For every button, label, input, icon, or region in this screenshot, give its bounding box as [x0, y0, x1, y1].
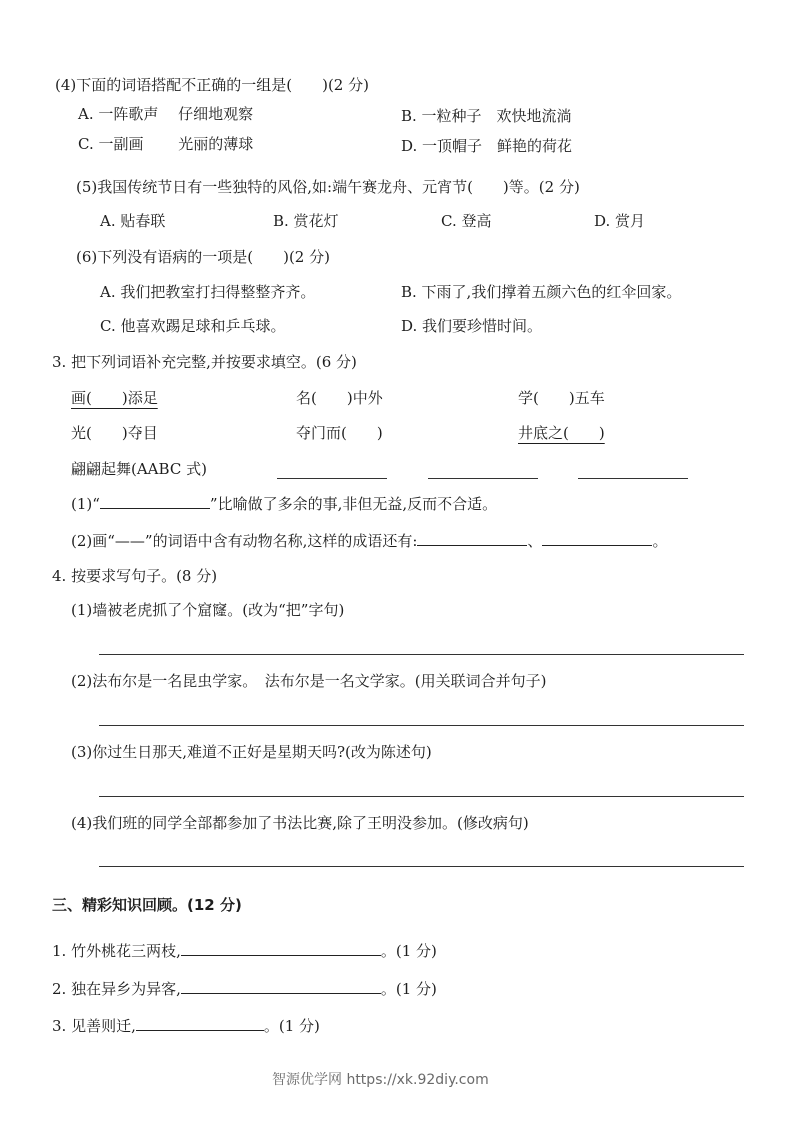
question-4-section-stem: 4. 按要求写句子。(8 分): [52, 567, 218, 585]
aabc-prompt: 翩翩起舞(AABC 式): [71, 460, 207, 478]
idiom-underlined-6: 井底之( ): [518, 424, 605, 442]
poem-line-1-prefix: 1. 竹外桃花三两枝,: [52, 942, 181, 960]
answer-blank-q3-1[interactable]: [100, 507, 210, 509]
q5-option-b: B. 赏花灯: [273, 212, 339, 230]
answer-blank-q3-2a[interactable]: [417, 544, 527, 546]
q3-sub-2-prefix: (2)画“——”的词语中含有动物名称,这样的成语还有:: [71, 532, 418, 550]
q4-sentence-1: (1)墙被老虎抓了个窟窿。(改为“把”字句): [71, 601, 345, 619]
q6-option-d: D. 我们要珍惜时间。: [401, 317, 543, 335]
answer-line-q4-1[interactable]: [99, 654, 744, 655]
q3-sub-2-separator: 、: [527, 532, 543, 550]
q3-sub-1-prefix: (1)“: [71, 495, 100, 513]
q4-sentence-2: (2)法布尔是一名昆虫学家。 法布尔是一名文学家。(用关联词合并句子): [71, 672, 547, 690]
q6-option-a: A. 我们把教室打扫得整整齐齐。: [100, 283, 316, 301]
q6-option-b: B. 下雨了,我们撑着五颜六色的红伞回家。: [401, 283, 682, 301]
q4-option-a: A. 一阵歌声 仔细地观察: [78, 105, 254, 123]
question-4-stem: (4)下面的词语搭配不正确的一组是( )(2 分): [55, 76, 369, 94]
poem-line-2-suffix: 。(1 分): [380, 980, 437, 998]
q3-sub-1: [71, 497, 497, 512]
section-3-title: 三、精彩知识回顾。(12 分): [52, 896, 242, 914]
q3-sub-2-end: 。: [652, 532, 668, 550]
q4-option-c: C. 一副画 光丽的薄球: [78, 135, 254, 153]
idiom-3: 学( )五车: [518, 389, 605, 407]
answer-blank-poem-1[interactable]: [181, 954, 381, 956]
poem-line-3-suffix: 。(1 分): [263, 1017, 320, 1035]
q4-option-d: D. 一顶帽子 鲜艳的荷花: [401, 137, 573, 155]
answer-line-q4-2[interactable]: [99, 725, 744, 726]
q3-sub-2: [71, 534, 667, 549]
question-5-stem: (5)我国传统节日有一些独特的风俗,如:端午赛龙舟、元宵节( )等。(2 分): [76, 178, 580, 196]
poem-line-2: [52, 982, 437, 997]
q5-option-c: C. 登高: [441, 212, 492, 230]
poem-line-2-prefix: 2. 独在异乡为异客,: [52, 980, 181, 998]
answer-blank-poem-2[interactable]: [181, 992, 381, 994]
answer-line-aabc-3[interactable]: [578, 478, 688, 479]
poem-line-3-prefix: 3. 见善则迁,: [52, 1017, 136, 1035]
q3-sub-1-suffix: ”比喻做了多余的事,非但无益,反而不合适。: [209, 495, 498, 513]
q4-option-b: B. 一粒种子 欢快地流淌: [401, 107, 572, 125]
answer-blank-poem-3[interactable]: [136, 1029, 264, 1031]
footer-watermark: 智源优学网 https://xk.92diy.com: [272, 1072, 489, 1088]
q4-sentence-4: (4)我们班的同学全部都参加了书法比赛,除了王明没参加。(修改病句): [71, 814, 529, 832]
question-3-stem: 3. 把下列词语补充完整,并按要求填空。(6 分): [52, 353, 357, 371]
answer-line-q4-3[interactable]: [99, 796, 744, 797]
poem-line-1: [52, 944, 437, 959]
answer-line-aabc-2[interactable]: [428, 478, 538, 479]
q4-sentence-3: (3)你过生日那天,难道不正好是星期天吗?(改为陈述句): [71, 743, 432, 761]
answer-line-q4-4[interactable]: [99, 866, 744, 867]
answer-blank-q3-2b[interactable]: [542, 544, 652, 546]
poem-line-3: [52, 1019, 320, 1034]
poem-line-1-suffix: 。(1 分): [380, 942, 437, 960]
q5-option-a: A. 贴春联: [100, 212, 166, 230]
q5-option-d: D. 赏月: [594, 212, 646, 230]
idiom-5: 夺门而( ): [296, 424, 383, 442]
answer-line-aabc-1[interactable]: [277, 478, 387, 479]
idiom-2: 名( )中外: [296, 389, 383, 407]
idiom-underlined-1: 画( )添足: [71, 389, 158, 407]
idiom-4: 光( )夺目: [71, 424, 158, 442]
q6-option-c: C. 他喜欢踢足球和乒乓球。: [100, 317, 286, 335]
question-6-stem: (6)下列没有语病的一项是( )(2 分): [76, 248, 330, 266]
